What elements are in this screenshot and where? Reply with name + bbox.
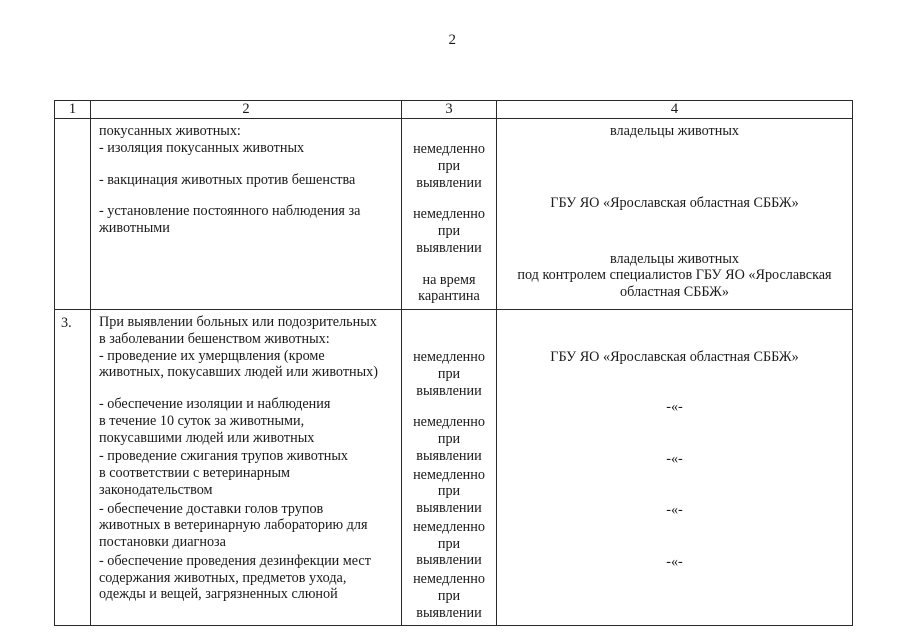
responsible-text xyxy=(497,310,852,575)
term-group: немедленно при выявлении xyxy=(413,206,485,256)
row-responsible-cell xyxy=(497,119,853,310)
row-term-cell xyxy=(402,119,497,310)
responsible-group: владельцы животных xyxy=(610,123,739,140)
term-group: немедленно при выявлении xyxy=(413,141,485,191)
document-table xyxy=(54,100,853,626)
measure-text xyxy=(91,310,401,607)
row-measure-cell xyxy=(91,310,402,626)
measure-group: - вакцинация животных против бешенства xyxy=(99,171,356,188)
measure-text xyxy=(91,119,401,241)
page-number: 2 xyxy=(448,32,457,48)
measure-group: покусанных животных: - изоляция покусанных животных xyxy=(99,123,305,156)
responsible-group: владельцы животных под контролем специалистов ГБУ ЯО «Ярославская областная СББЖ» xyxy=(517,250,832,301)
responsible-group: ГБУ ЯО «Ярославская областная СББЖ» xyxy=(550,194,799,211)
table-header-row xyxy=(55,101,853,119)
responsible-group: -«- xyxy=(666,554,683,571)
term-group: немедленно при выявлении xyxy=(413,571,485,621)
responsible-group: ГБУ ЯО «Ярославская областная СББЖ» xyxy=(550,349,799,366)
term-group: немедленно при выявлении xyxy=(413,349,485,399)
responsible-group: -«- xyxy=(666,398,683,415)
row-number xyxy=(55,119,90,124)
term-text xyxy=(402,119,496,309)
term-group: немедленно при выявлении xyxy=(413,518,485,569)
term-group: немедленно при выявлении xyxy=(413,466,485,517)
measure-group: При выявлении больных или подозрительных в заболевании бешенством животных: - проведение их умерщвления (кроме животных, покусавших людей или животных) xyxy=(99,314,378,381)
column-header-1: 1 xyxy=(55,101,91,119)
measure-group: - проведение сжигания трупов животных в соответствии с ветеринарным законодательством xyxy=(99,448,349,498)
row-number-cell xyxy=(55,119,91,310)
responsible-group: -«- xyxy=(666,502,683,519)
measure-group: - обеспечение доставки голов трупов животных в ветеринарную лабораторию для постановки диагноза xyxy=(99,500,368,551)
row-term-cell xyxy=(402,310,497,626)
row-measure-cell xyxy=(91,119,402,310)
table-row xyxy=(55,119,853,310)
measure-group: - обеспечение проведения дезинфекции мест содержания животных, предметов ухода, одежды и вещей, загрязненных слюной xyxy=(99,552,371,603)
measure-group: - обеспечение изоляции и наблюдения в течение 10 суток за животными, покусавшими людей или животных xyxy=(99,396,331,446)
row-responsible-cell xyxy=(497,310,853,626)
table-row xyxy=(55,310,853,626)
row-number-cell xyxy=(55,310,91,626)
term-group: немедленно при выявлении xyxy=(413,414,485,464)
column-header-3: 3 xyxy=(402,101,497,119)
term-text xyxy=(402,310,496,625)
column-header-4: 4 xyxy=(497,101,853,119)
responsible-text xyxy=(497,119,852,305)
term-group: на время карантина xyxy=(418,271,480,305)
row-number: 3. xyxy=(61,315,72,332)
measure-group: - установление постоянного наблюдения за животными xyxy=(99,203,361,237)
column-header-2: 2 xyxy=(91,101,402,119)
responsible-group: -«- xyxy=(666,450,683,467)
table-container xyxy=(54,100,852,626)
